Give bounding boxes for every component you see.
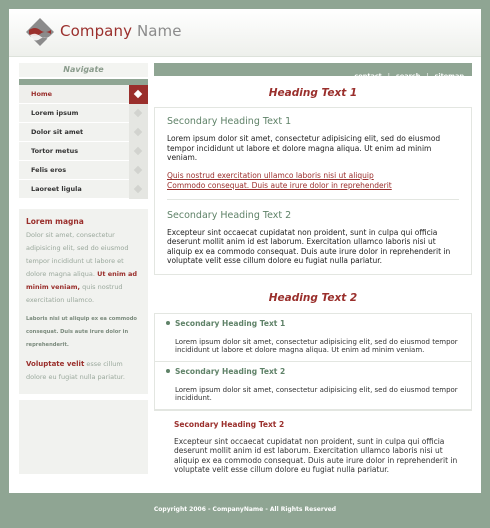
section-paragraph: Excepteur sint occaecat cupidatat non proident, sunt in culpa qui officia deserunt mollit anim id est laborum. Exercitation ullamco laboris nisi ut aliquip ex ea commodo consequat. Duis aute irure dolor in reprehenderit in voluptate velit esse cillum dolore eu fugiat nulla pariatur. — [167, 227, 451, 265]
plain-section — [154, 411, 472, 475]
sidebar-item-label: Tortor metus — [31, 147, 79, 155]
section-paragraph: Lorem ipsum dolor sit amet, consectetur adipisicing elit, sed do eiusmod tempor incididunt ut labore et dolore magna aliqua. Ut enim ad minim veniam. — [167, 134, 441, 162]
page-frame — [9, 9, 481, 519]
topnav-contact[interactable]: contact — [354, 72, 382, 80]
logo-icon — [25, 17, 55, 47]
sidebar-item-felis-eros[interactable] — [19, 161, 148, 180]
topnav-search[interactable]: search — [396, 72, 421, 80]
diamond-icon — [129, 142, 148, 161]
separator: | — [387, 72, 390, 80]
diamond-icon — [129, 123, 148, 142]
top-navigation — [154, 63, 472, 80]
diamond-icon — [129, 104, 148, 123]
list-item — [155, 362, 471, 410]
heading-1: Heading Text 1 — [268, 87, 358, 99]
content-link[interactable]: Quis nostrud exercitation ullamco laboris nisi ut aliquip — [167, 170, 374, 180]
list-item — [155, 314, 471, 362]
topnav-sitemap[interactable]: sitemap — [434, 72, 464, 80]
sidebar-item-lorem-ipsum[interactable] — [19, 104, 148, 123]
list-item-title: Secondary Heading Text 1 — [175, 319, 459, 328]
sidebar-info-box — [19, 209, 148, 394]
copyright-text: Copyright 2006 - CompanyName - All Rights Reserved — [153, 506, 337, 513]
sidebar-title: Navigate — [19, 63, 148, 77]
list-item-text: Lorem ipsum dolor sit amet, consectetur adipisicing elit, sed do eiusmod tempor incididunt ut labore et dolore magna aliqua. Ut enim ad minim veniam. — [175, 337, 458, 354]
sidebar-box-text-last — [26, 358, 139, 384]
sidebar-item-laoreet-ligula[interactable] — [19, 180, 148, 199]
content-box — [154, 107, 472, 275]
sidebar-empty-box — [19, 400, 148, 474]
sidebar-box-text — [26, 229, 139, 307]
sidebar-item-label: Lorem ipsum — [31, 109, 79, 117]
bullet-list — [154, 313, 472, 411]
section-title: Secondary Heading Text 1 — [167, 116, 292, 127]
sidebar-item-label: Felis eros — [31, 166, 67, 174]
content-link[interactable]: Commodo consequat. Duis aute irure dolor in reprehenderit — [167, 180, 392, 190]
list-item-title: Secondary Heading Text 2 — [175, 367, 459, 376]
diamond-icon — [129, 161, 148, 180]
company-name-word1: Company — [60, 22, 133, 40]
company-name-word2: Name — [136, 22, 182, 40]
sidebar-item-tortor-metus[interactable] — [19, 142, 148, 161]
link-group — [167, 171, 459, 200]
sidebar-box-heading: Lorem magna — [26, 217, 84, 226]
separator: | — [426, 72, 429, 80]
sidebar-item-label: Dolor sit amet — [31, 128, 84, 136]
plain-section-text: Excepteur sint occaecat cupidatat non proident, sunt in culpa qui officia deserunt mollit anim id est laborum. Exercitation ullamco laboris nisi ut aliquip ex ea commodo consequat. Duis aute irure dolor in reprehenderit in voluptate velit esse cillum dolore eu fugiat nulla pariatur. — [174, 436, 458, 474]
sidebar — [19, 63, 148, 474]
diamond-icon — [129, 180, 148, 199]
sidebar-box-text-bold: Voluptate velit — [26, 360, 85, 368]
sidebar-item-label: Home — [31, 90, 53, 98]
sidebar-box-text-bold: Ut enim ad minim veniam, — [26, 270, 138, 291]
sidebar-box-text-part: esse cillum dolore eu fugiat nulla pariatur. — [26, 360, 125, 381]
company-name[interactable] — [60, 22, 182, 40]
heading-2: Heading Text 2 — [268, 291, 358, 304]
sidebar-item-label: Laoreet ligula — [31, 185, 82, 193]
footer — [9, 493, 481, 519]
diamond-icon — [129, 85, 148, 104]
sidebar-item-dolor-sit-amet[interactable] — [19, 123, 148, 142]
sidebar-box-text-part: quis nostrud exercitation ullamco. — [26, 283, 123, 304]
main-content — [154, 79, 472, 475]
section-title: Secondary Heading Text 2 — [167, 209, 292, 221]
header — [9, 9, 481, 57]
plain-section-title: Secondary Heading Text 2 — [174, 419, 285, 429]
sidebar-item-home[interactable] — [19, 85, 148, 104]
sidebar-box-text-part: Dolor sit amet, consectetur adipisicing elit, sed do eiusmod tempor incididunt ut labore et dolore magna aliqua. — [26, 231, 129, 278]
sidebar-box-small-text: Laboris nisi ut aliquip ex ea commodo consequat. Duis aute irure dolor in reprehenderit. — [26, 316, 137, 348]
list-item-text: Lorem ipsum dolor sit amet, consectetur adipisicing elit, sed do eiusmod tempor incididunt. — [175, 385, 458, 402]
